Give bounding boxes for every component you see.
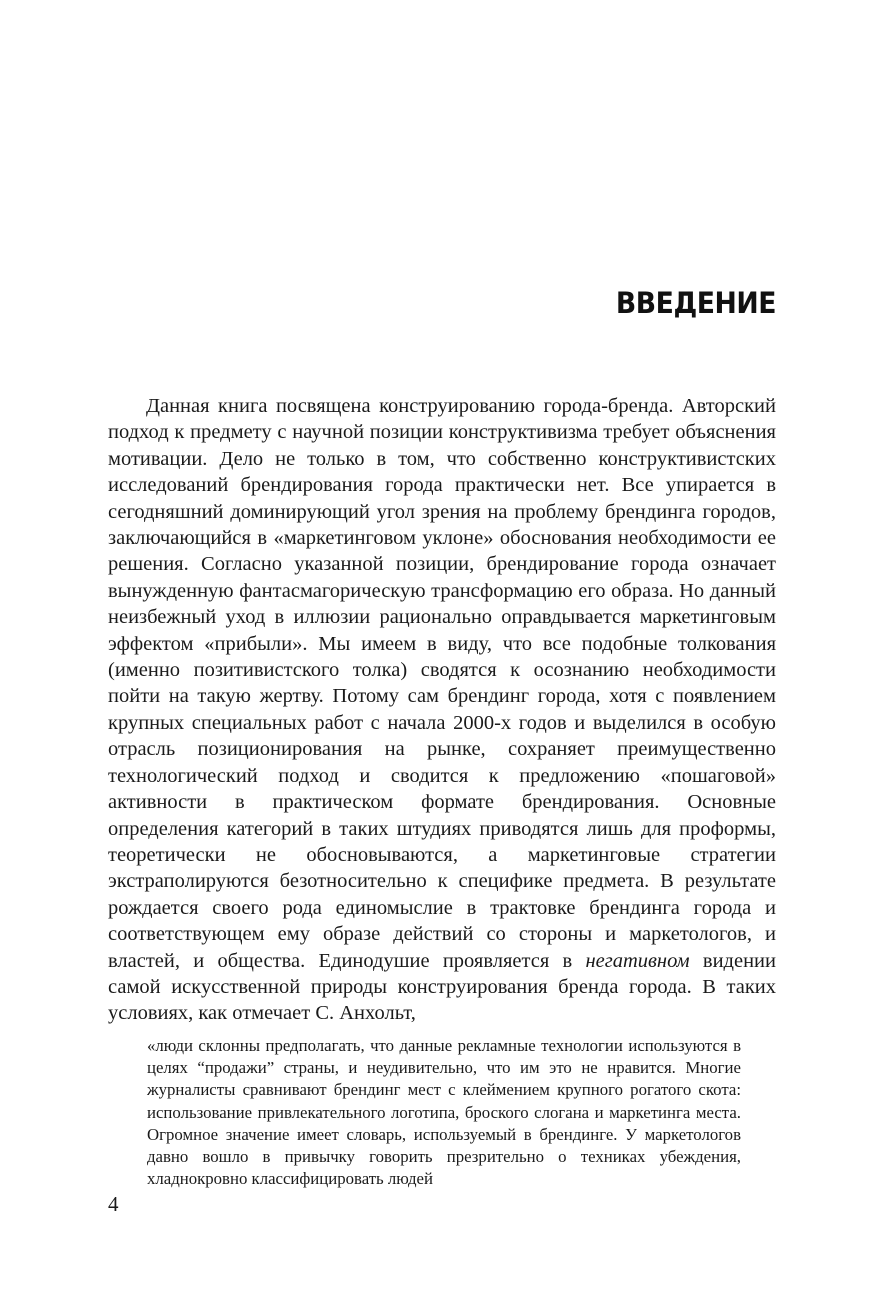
body-text-italic: негативном bbox=[585, 949, 690, 972]
body-paragraph bbox=[108, 393, 776, 1027]
body-text-part-2: видении самой искусственной природы конструирования бренда города. В таких условиях, как отмечает С. Анхольт, bbox=[108, 949, 776, 1025]
block-quote: «люди склонны предполагать, что данные рекламные технологии используются в целях “продажи” страны, и неудивительно, что им это не нравится. Многие журналисты сравнивают брендинг мест с клеймением крупного рогатого скота: использование привлекательного логотипа, броского слогана и маркетинга места. Огромное значение имеет словарь, используемый в брендинге. У маркетологов давно вошло в привычку говорить презрительно о техниках убеждения, хладнокровно классифицировать людей bbox=[147, 1036, 741, 1189]
page-number: 4 bbox=[108, 1192, 119, 1216]
body-text-part-1: Данная книга посвящена конструированию города-бренда. Авторский подход к предмету с научной позиции конструктивизма требует объяснения мотивации. Дело не только в том, что собственно конструктивистских исследований брендирования города практически нет. Все упирается в сегодняшний доминирующий угол зрения на проблему брендинга городов, заключающийся в «маркетинговом уклоне» обоснования необходимости ее решения. Согласно указанной позиции, брендирование города означает вынужденную фантасмагорическую трансформацию его образа. Но данный неизбежный уход в иллюзии рационально оправдывается маркетинговым эффектом «прибыли». Мы имеем в виду, что все подобные толкования (именно позитивистского толка) сводятся к осознанию необходимости пойти на такую жертву. Потому сам брендинг города, хотя с появлением крупных специальных работ с начала 2000-х годов и выделился в особую отрасль позиционирования на рынке, сохраняет преимущественно технологический подход и сводится к предложению «пошаговой» активности в практическом формате брендирования. Основные определения категорий в таких штудиях приводятся лишь для проформы, теоретически не обосновываются, а маркетинговые стратегии экстраполируются безотносительно к специфике предмета. В результате рождается своего рода единомыслие в трактовке брендинга города и соответствующем ему образе действий со стороны и маркетологов, и властей, и общества. Единодушие проявляется в bbox=[108, 395, 776, 972]
chapter-heading: ВВЕДЕНИЕ bbox=[615, 286, 776, 320]
